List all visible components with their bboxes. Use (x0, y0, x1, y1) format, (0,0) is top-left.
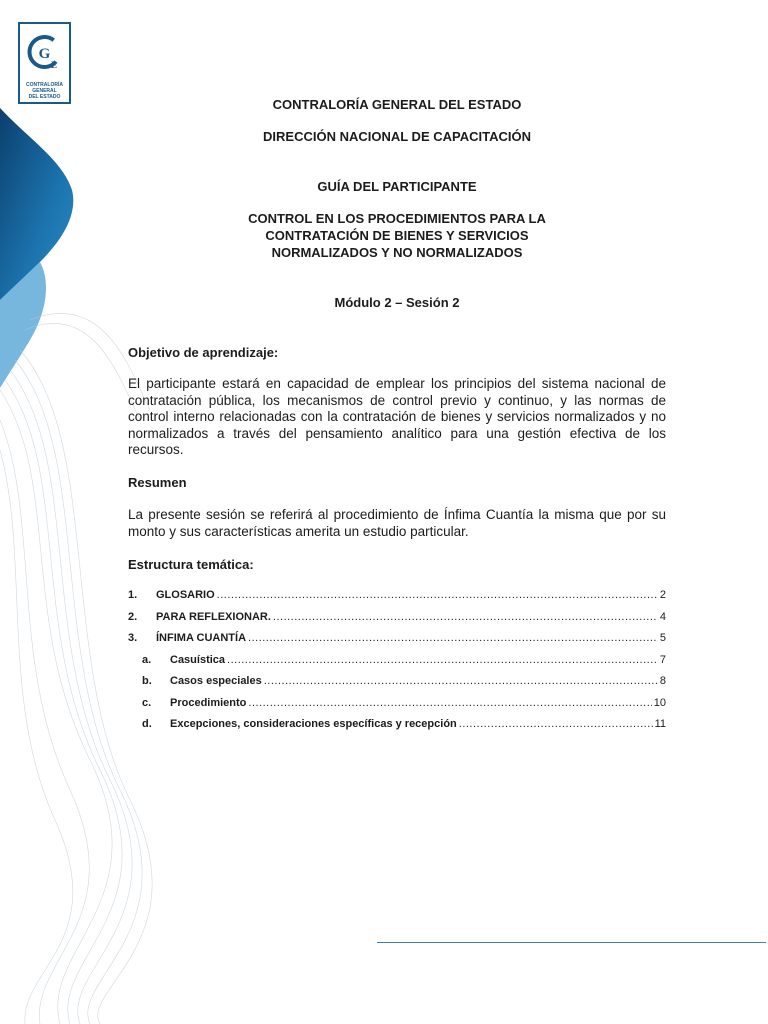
toc-page: 5 (659, 632, 666, 644)
department-name: DIRECCIÓN NACIONAL DE CAPACITACIÓN (263, 129, 531, 144)
toc-entry-infima-cuantia[interactable] (128, 632, 666, 654)
objective-text: El participante estará en capacidad de emplear los principios del sistema nacional de contratación pública, los mecanismos de control previo y continuo, y las normas de control interno relacionadas con la contratación de bienes y servicios normalizados y no normalizados a través del pensamiento analítico para una gestión efectiva de los recursos. (128, 376, 666, 457)
toc-label: Procedimiento (170, 696, 247, 709)
toc-leader (264, 675, 658, 687)
toc-entry-para-reflexionar[interactable] (128, 611, 666, 633)
toc-entry-procedimiento[interactable] (128, 697, 666, 719)
document-title-line-3: NORMALIZADOS Y NO NORMALIZADOS (271, 245, 523, 260)
toc-leader (227, 654, 658, 666)
toc-leader (273, 611, 658, 623)
toc-page: 8 (659, 675, 666, 687)
toc-number: b. (142, 675, 152, 687)
toc-entry-glosario[interactable] (128, 589, 666, 611)
document-title-line-2: CONTRATACIÓN DE BIENES Y SERVICIOS (265, 228, 529, 243)
toc-entry-excepciones[interactable] (128, 718, 666, 740)
cge-emblem-icon (20, 24, 69, 80)
footer-divider (377, 942, 766, 943)
cge-logo (18, 22, 71, 104)
toc-page: 2 (659, 589, 666, 601)
toc-number: c. (142, 696, 152, 709)
toc-number: a. (142, 653, 152, 666)
svg-text:G: G (38, 46, 51, 62)
toc-label: Excepciones, consideraciones específicas y recepción (170, 718, 457, 730)
toc-label: Casos especiales (170, 675, 262, 687)
module-session: Módulo 2 – Sesión 2 (334, 295, 460, 310)
table-of-contents (128, 589, 666, 740)
toc-page: 7 (659, 653, 666, 666)
toc-label: GLOSARIO (156, 589, 215, 601)
toc-page: 4 (659, 610, 666, 623)
toc-page: 11 (654, 718, 666, 730)
summary-text: La presente sesión se referirá al procedimiento de Ínfima Cuantía la misma que por su monto y sus características amerita un estudio particular. (128, 507, 666, 539)
document-title-line-1: CONTROL EN LOS PROCEDIMIENTOS PARA LA (248, 211, 546, 226)
toc-number: d. (142, 718, 152, 730)
toc-leader (217, 589, 658, 601)
toc-number: 2. (128, 610, 138, 623)
toc-entry-casuistica[interactable] (128, 654, 666, 676)
toc-number: 3. (128, 632, 138, 644)
objective-heading: Objetivo de aprendizaje: (128, 345, 279, 360)
institution-name: CONTRALORÍA GENERAL DEL ESTADO (272, 97, 522, 112)
svg-text:E: E (51, 60, 58, 70)
toc-leader (248, 632, 658, 644)
toc-number: 1. (128, 589, 138, 601)
logo-text: CONTRALORÍA GENERAL DEL ESTADO (26, 82, 63, 100)
summary-heading: Resumen (128, 475, 187, 490)
guide-label: GUÍA DEL PARTICIPANTE (317, 179, 477, 194)
toc-label: Casuística (170, 653, 226, 666)
toc-page: 10 (653, 696, 666, 709)
toc-leader (459, 718, 653, 730)
toc-label: ÍNFIMA CUANTÍA (156, 632, 247, 644)
toc-label: PARA REFLEXIONAR. (156, 610, 271, 623)
toc-leader (248, 697, 651, 709)
structure-heading: Estructura temática: (128, 557, 254, 572)
toc-entry-casos-especiales[interactable] (128, 675, 666, 697)
